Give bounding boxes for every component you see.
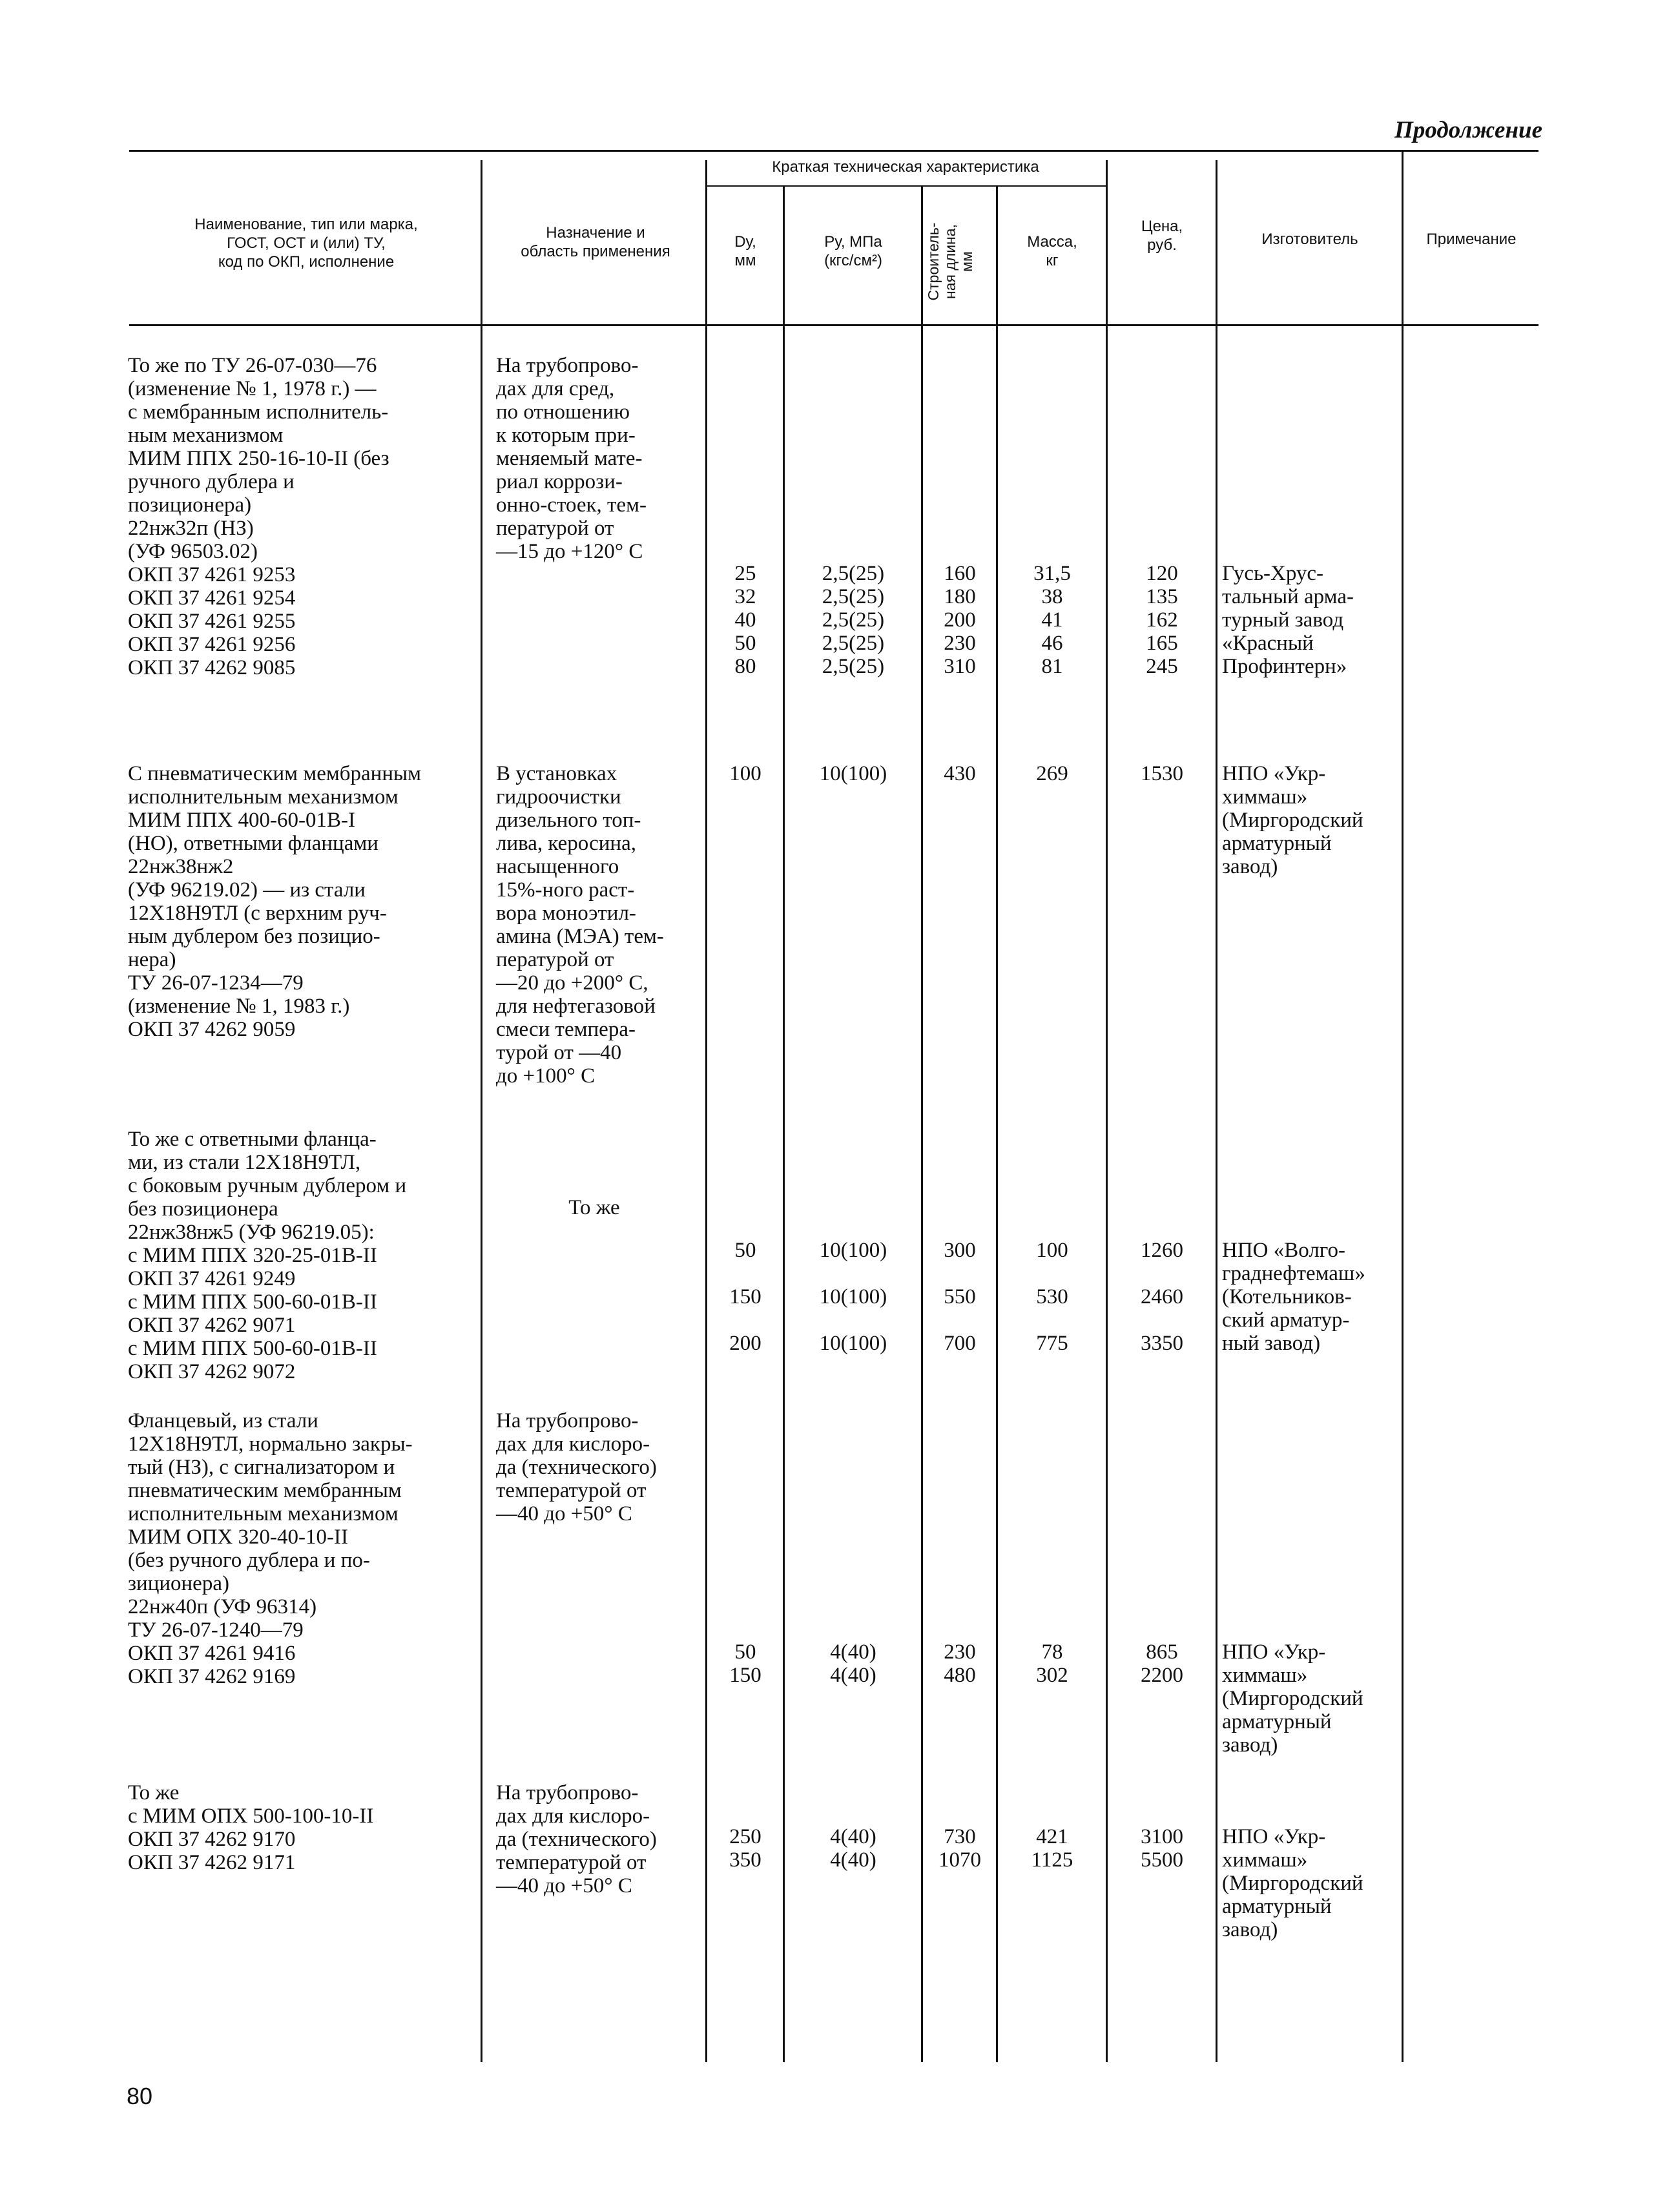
row-4-name: Фланцевый, из стали 12Х18Н9ТЛ, нормально закры- тый (НЗ), с сигнализатором и пневматическим мембранным исполнительным механизмом МИМ ОПХ 320-40-10-II (без ручного дублера и по- зиционера) 22нж40п (УФ 96314) ТУ 26-07-1240—79 ОКП 37 4261 9416 ОКП 37 4262 9169 xyxy=(128,1409,413,1688)
row-2-maker: НПО «Укр- химмаш» (Миргородский арматурный завод) xyxy=(1222,762,1363,878)
row-3-maker: НПО «Волго- граднефтемаш» (Котельников- ский арматур- ный завод) xyxy=(1222,1239,1365,1355)
col-rule-6 xyxy=(1106,160,1108,2062)
row-1-price: 120 135 162 165 245 xyxy=(1146,562,1178,678)
row-4-purpose: На трубопрово- дах для кислоро- да (технического) температурой от —40 до +50° С xyxy=(496,1409,657,1525)
row-2-length: 430 xyxy=(944,762,976,785)
row-4-dn: 50 150 xyxy=(729,1640,761,1687)
header-purpose: Назначение и область применения xyxy=(521,224,670,260)
row-2-purpose: В установках гидроочистки дизельного топ- лива, керосина, насыщенного 15%-ного раст- вора моноэтил- амина (МЭА) тем- пературой от —20 до +200° С, для нефтегазовой смеси темпера- турой от —40 до +100° С xyxy=(496,762,664,1088)
page-number: 80 xyxy=(127,2083,153,2109)
row-3-purpose: То же xyxy=(568,1196,620,1219)
header-note: Примечание xyxy=(1426,231,1517,248)
row-2-dn: 100 xyxy=(729,762,761,785)
row-1-dn: 25 32 40 50 80 xyxy=(734,562,756,678)
spec-group-rule xyxy=(705,185,1106,187)
row-5-purpose: На трубопрово- дах для кислоро- да (технического) температурой от —40 до +50° С xyxy=(496,1781,657,1897)
row-3-dn: 50 150 200 xyxy=(729,1239,761,1355)
row-1-name: То же по ТУ 26-07-030—76 (изменение № 1, 1978 г.) — с мембранным исполнитель- ным механизмом МИМ ППХ 250-16-10-II (без ручного дублера и позиционера) 22нж32п (НЗ) (УФ 96503.02) ОКП 37 4261 9253 ОКП 37 4261 9254 ОКП 37 4261 9255 ОКП 37 4261 9256 ОКП 37 4262 9085 xyxy=(128,354,389,679)
row-3-name: То же с ответными фланца- ми, из стали 12Х18Н9ТЛ, с боковым ручным дублером и без позиционера 22нж38нж5 (УФ 96219.05): с МИМ ППХ 320-25-01В-II ОКП 37 4261 9249 с МИМ ППХ 500-60-01В-II ОКП 37 4262 9071 с МИМ ППХ 500-60-01В-II ОКП 37 4262 9072 xyxy=(128,1128,407,1383)
row-3-length: 300 550 700 xyxy=(944,1239,976,1355)
row-4-pn: 4(40) 4(40) xyxy=(830,1640,876,1687)
row-5-name: То же с МИМ ОПХ 500-100-10-II ОКП 37 4262 9170 ОКП 37 4262 9171 xyxy=(128,1781,374,1874)
header-length: Строитель- ная длина, мм xyxy=(925,222,975,301)
row-4-price: 865 2200 xyxy=(1141,1640,1183,1687)
row-5-price: 3100 5500 xyxy=(1141,1825,1183,1872)
header-bottom-rule xyxy=(129,324,1538,326)
header-maker: Изготовитель xyxy=(1261,231,1358,248)
row-5-mass: 421 1125 xyxy=(1031,1825,1073,1872)
row-1-mass: 31,5 38 41 46 81 xyxy=(1033,562,1071,678)
header-pn: Pу, МПа (кгс/см²) xyxy=(824,233,882,269)
row-2-pn: 10(100) xyxy=(819,762,887,785)
col-rule-8 xyxy=(1402,150,1404,2062)
row-1-purpose: На трубопрово- дах для сред, по отношению к которым при- меняемый мате- риал коррози- онно-стоек, тем- пературой от —15 до +120° С xyxy=(496,354,647,563)
row-3-price: 1260 2460 3350 xyxy=(1141,1239,1183,1355)
header-price: Цена, руб. xyxy=(1141,218,1183,254)
col-rule-2 xyxy=(705,160,707,2062)
row-4-maker: НПО «Укр- химмаш» (Миргородский арматурный завод) xyxy=(1222,1640,1363,1757)
continuation-label: Продолжение xyxy=(1394,117,1542,143)
col-rule-1 xyxy=(481,160,482,2062)
row-1-length: 160 180 200 230 310 xyxy=(944,562,976,678)
row-4-mass: 78 302 xyxy=(1036,1640,1068,1687)
table-top-rule xyxy=(129,150,1538,152)
row-3-pn: 10(100) 10(100) 10(100) xyxy=(819,1239,887,1355)
row-5-maker: НПО «Укр- химмаш» (Миргородский арматурный завод) xyxy=(1222,1825,1363,1941)
row-2-mass: 269 xyxy=(1036,762,1068,785)
row-4-length: 230 480 xyxy=(944,1640,976,1687)
col-rule-5 xyxy=(996,187,998,2062)
header-dn: Dу, мм xyxy=(734,233,756,269)
row-2-name: С пневматическим мембранным исполнительным механизмом МИМ ППХ 400-60-01В-I (НО), ответными фланцами 22нж38нж2 (УФ 96219.02) — из стали 12Х18Н9ТЛ (с верхним руч- ным дублером без позицио- нера) ТУ 26-07-1234—79 (изменение № 1, 1983 г.) ОКП 37 4262 9059 xyxy=(128,762,422,1041)
header-name: Наименование, тип или марка, ГОСТ, ОСТ и (или) ТУ, код по ОКП, исполнение xyxy=(194,216,418,271)
row-5-pn: 4(40) 4(40) xyxy=(830,1825,876,1872)
header-spec-group: Краткая техническая характеристика xyxy=(772,158,1039,176)
col-rule-3 xyxy=(783,187,785,2062)
row-5-dn: 250 350 xyxy=(729,1825,761,1872)
row-3-mass: 100 530 775 xyxy=(1036,1239,1068,1355)
row-1-maker: Гусь-Хрус- тальный арма- турный завод «Красный Профинтерн» xyxy=(1222,562,1354,678)
row-2-price: 1530 xyxy=(1141,762,1183,785)
col-rule-4 xyxy=(921,187,923,2062)
col-rule-7 xyxy=(1216,160,1217,2062)
header-mass: Масса, кг xyxy=(1027,233,1077,269)
row-1-pn: 2,5(25) 2,5(25) 2,5(25) 2,5(25) 2,5(25) xyxy=(822,562,885,678)
row-5-length: 730 1070 xyxy=(938,1825,981,1872)
